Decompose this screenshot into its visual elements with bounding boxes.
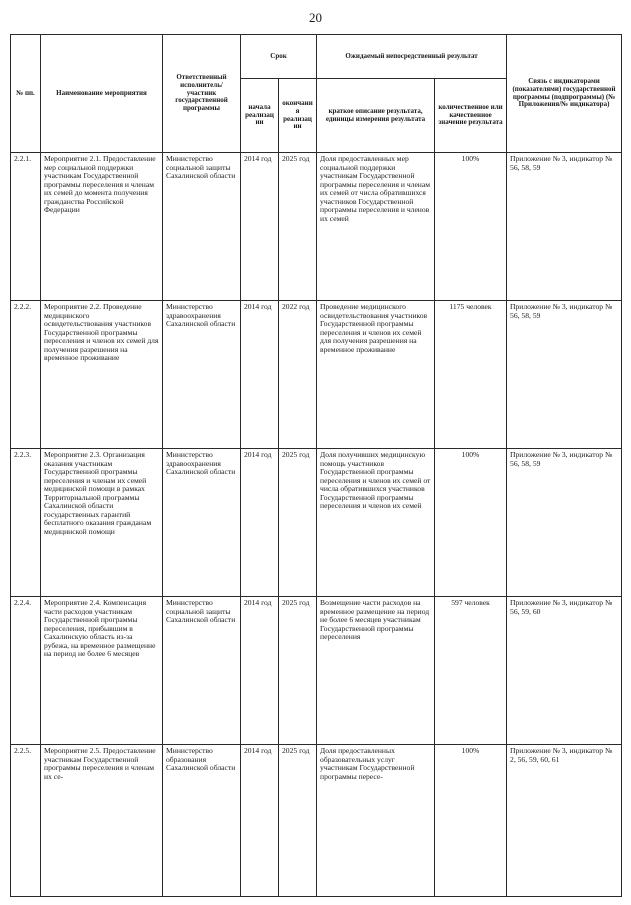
row-value: 1175 человек bbox=[435, 301, 507, 449]
header-num: № пп. bbox=[11, 35, 41, 153]
row-desc: Доля получивших медицинскую помощь участников Государственной программы переселения и членов их семей от числа обратившихся участников Государственной программы переселения и членов их семей bbox=[317, 449, 435, 597]
table-row bbox=[11, 745, 622, 897]
measures-table-container bbox=[10, 34, 621, 896]
header-expected: Ожидаемый непосредственный результат bbox=[317, 35, 507, 79]
row-num: 2.2.2. bbox=[11, 301, 41, 449]
row-start: 2014 год bbox=[241, 745, 279, 897]
row-num: 2.2.5. bbox=[11, 745, 41, 897]
row-end: 2025 год bbox=[279, 597, 317, 745]
header-responsible: Ответственный исполнитель/участник государственной программы bbox=[163, 35, 241, 153]
row-start: 2014 год bbox=[241, 597, 279, 745]
row-desc: Доля предоставленных образовательных услуг участникам Государственной программы пересе- bbox=[317, 745, 435, 897]
table-row bbox=[11, 301, 622, 449]
row-end: 2025 год bbox=[279, 153, 317, 301]
header-expected-value: количественное или качественное значение результата bbox=[435, 79, 507, 153]
row-link: Приложение № 3, индикатор № 56, 58, 59 bbox=[507, 153, 622, 301]
row-end: 2025 год bbox=[279, 449, 317, 597]
header-name: Наименование мероприятия bbox=[41, 35, 163, 153]
row-responsible: Министерство образования Сахалинской области bbox=[163, 745, 241, 897]
header-expected-desc: краткое описание результата, единицы измерения результата bbox=[317, 79, 435, 153]
row-value: 100% bbox=[435, 153, 507, 301]
row-link: Приложение № 3, индикатор № 56, 59, 60 bbox=[507, 597, 622, 745]
header-term-start: начала реализации bbox=[241, 79, 279, 153]
row-start: 2014 год bbox=[241, 301, 279, 449]
row-value: 597 человек bbox=[435, 597, 507, 745]
row-start: 2014 год bbox=[241, 153, 279, 301]
row-name: Мероприятие 2.4. Компенсация части расходов участникам Государственной программы переселения, прибывшим в Сахалинскую область из-за рубежа, на временное размещение на период не более 6 месяцев bbox=[41, 597, 163, 745]
header-link: Связь с индикаторами (показателями) государственной программы (подпрограммы) (№ Приложения/№ индикатора) bbox=[507, 35, 622, 153]
row-num: 2.2.4. bbox=[11, 597, 41, 745]
header-term-end: окончания реализации bbox=[279, 79, 317, 153]
measures-table bbox=[10, 34, 622, 897]
row-value: 100% bbox=[435, 745, 507, 897]
row-responsible: Министерство здравоохранения Сахалинской области bbox=[163, 449, 241, 597]
row-responsible: Министерство социальной защиты Сахалинской области bbox=[163, 153, 241, 301]
row-link: Приложение № 3, индикатор № 2, 56, 59, 60, 61 bbox=[507, 745, 622, 897]
row-end: 2025 год bbox=[279, 745, 317, 897]
table-row bbox=[11, 153, 622, 301]
row-desc: Возмещение части расходов на временное размещение на период не более 6 месяцев участникам Государственной программы переселения bbox=[317, 597, 435, 745]
table-row bbox=[11, 449, 622, 597]
page-number: 20 bbox=[309, 10, 322, 25]
row-responsible: Министерство здравоохранения Сахалинской области bbox=[163, 301, 241, 449]
row-link: Приложение № 3, индикатор № 56, 58, 59 bbox=[507, 449, 622, 597]
row-responsible: Министерство социальной защиты Сахалинской области bbox=[163, 597, 241, 745]
row-start: 2014 год bbox=[241, 449, 279, 597]
header-term: Срок bbox=[241, 35, 317, 79]
row-desc: Доля предоставленных мер социальной поддержки участникам Государственной программы переселения и членам их семей от числа обратившихся участников Государственной программы переселения и членов их семей bbox=[317, 153, 435, 301]
row-name: Мероприятие 2.3. Организация оказания участникам Государственной программы переселения и членам их семей медицинской помощи в рамках Территориальной программы Сахалинской области государственных гарантий бесплатного оказания гражданам медицинской помощи bbox=[41, 449, 163, 597]
row-name: Мероприятие 2.2. Проведение медицинского освидетельствования участников Государственной программы переселения и членов их семей для получения разрешения на временное проживание bbox=[41, 301, 163, 449]
row-num: 2.2.3. bbox=[11, 449, 41, 597]
row-link: Приложение № 3, индикатор № 56, 58, 59 bbox=[507, 301, 622, 449]
table-row bbox=[11, 597, 622, 745]
row-name: Мероприятие 2.1. Предоставление мер социальной поддержки участникам Государственной программы переселения и членам их семей до момента получения гражданства Российской Федерации bbox=[41, 153, 163, 301]
row-num: 2.2.1. bbox=[11, 153, 41, 301]
row-desc: Проведение медицинского освидетельствования участников Государственной программы переселения и членов их семей для получения разрешения на временное проживание bbox=[317, 301, 435, 449]
row-end: 2022 год bbox=[279, 301, 317, 449]
row-name: Мероприятие 2.5. Предоставление участникам Государственной программы переселения и членам их се- bbox=[41, 745, 163, 897]
row-value: 100% bbox=[435, 449, 507, 597]
